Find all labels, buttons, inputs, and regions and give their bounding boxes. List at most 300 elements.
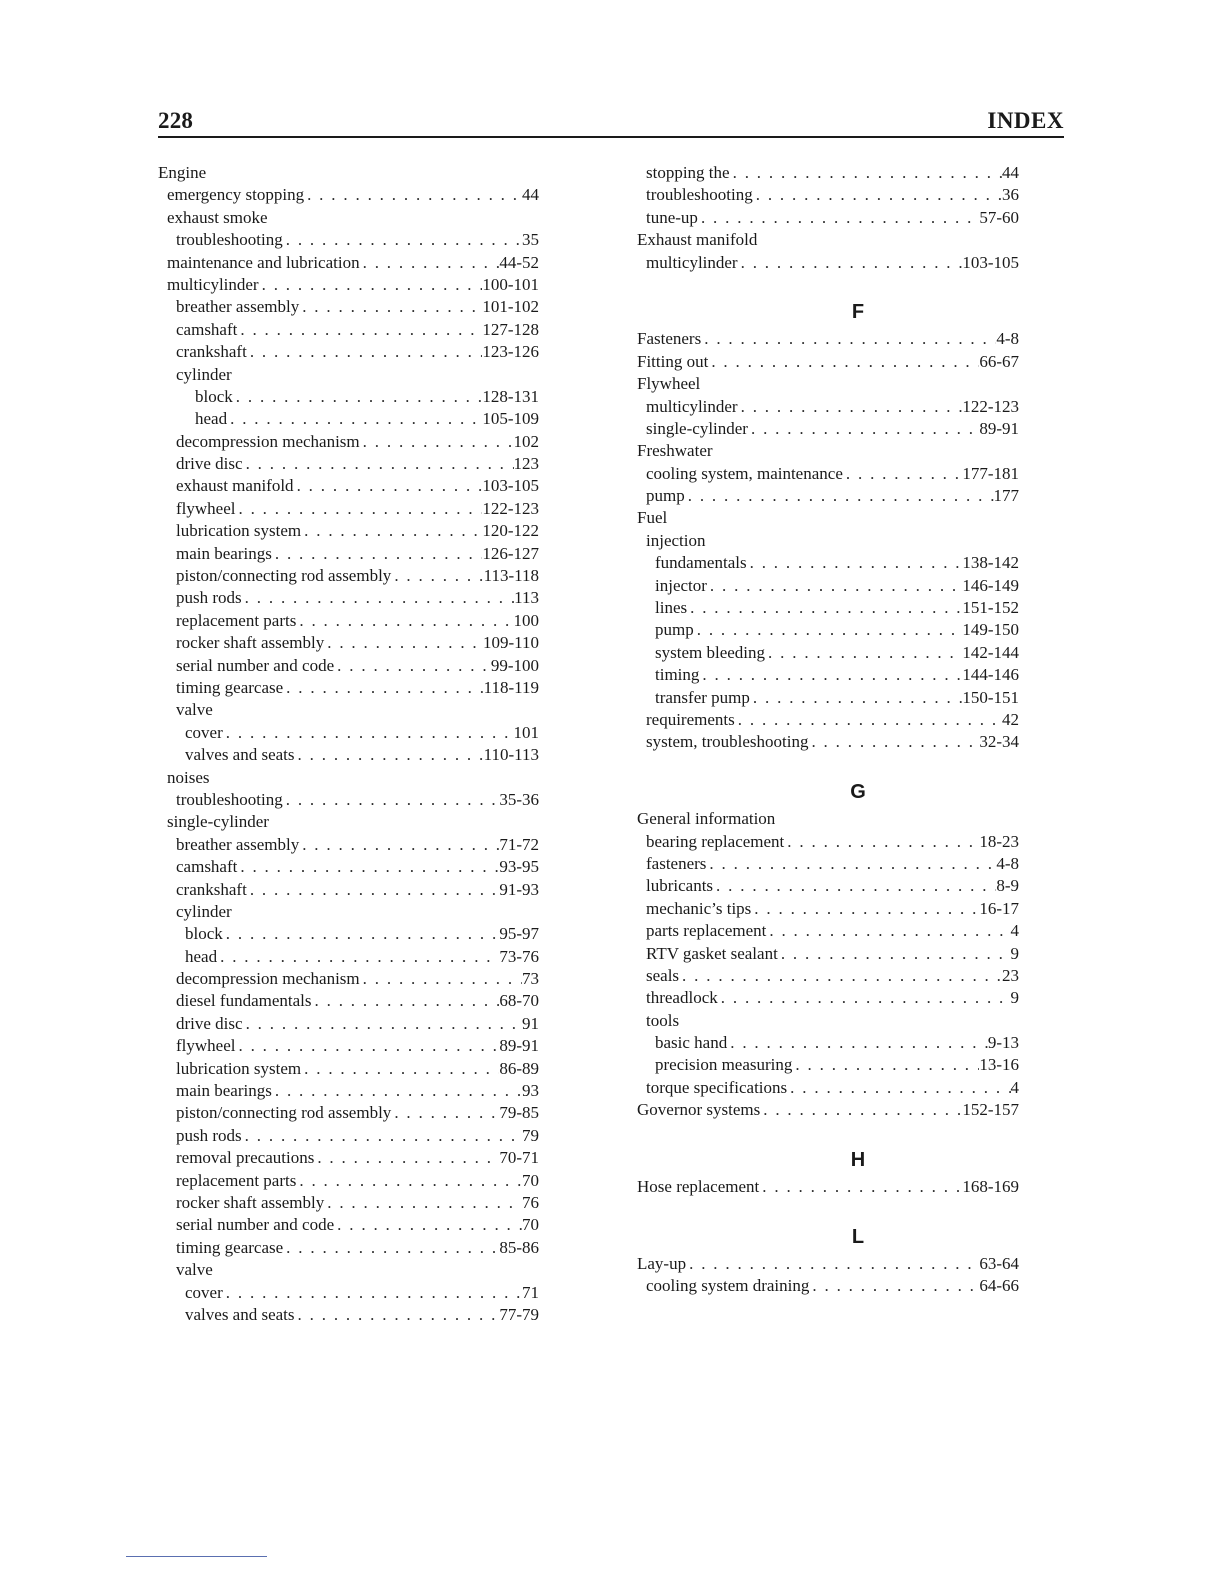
index-term: tools: [646, 1010, 680, 1030]
index-entry: [158, 543, 539, 565]
index-entry: [637, 351, 1019, 373]
dot-leader: [247, 341, 483, 363]
dot-leader: [694, 619, 963, 641]
index-entry: [637, 687, 1019, 709]
dot-leader: [235, 498, 482, 520]
dot-leader: [843, 463, 962, 485]
index-entry: [637, 1010, 1019, 1032]
index-term: precision measuring: [655, 1055, 793, 1075]
dot-leader: [334, 1214, 522, 1236]
dot-leader: [223, 1282, 522, 1304]
index-page-reference: 120-122: [482, 521, 539, 541]
index-term: Freshwater: [637, 441, 713, 461]
index-term: lubricants: [646, 876, 714, 896]
index-term: rocker shaft assembly: [176, 633, 325, 653]
index-term: block: [195, 386, 233, 406]
dot-leader: [391, 1102, 499, 1124]
dot-leader: [730, 162, 1002, 184]
dot-leader: [738, 396, 963, 418]
index-term: valves and seats: [185, 1304, 295, 1324]
index-entry: [158, 319, 539, 341]
index-term: serial number and code: [176, 1215, 335, 1235]
index-term: torque specifications: [646, 1077, 788, 1097]
index-term: system, troubleshooting: [646, 732, 809, 752]
index-term: piston/connecting rod assembly: [176, 566, 392, 586]
index-entry: [637, 1275, 1019, 1297]
index-page-reference: 91: [522, 1013, 539, 1033]
dot-leader: [237, 856, 499, 878]
dot-leader: [243, 453, 514, 475]
index-entry: [158, 610, 539, 632]
index-entry: [158, 1125, 539, 1147]
index-term: valve: [176, 700, 213, 720]
index-page-reference: 122-123: [482, 498, 539, 518]
index-term: decompression mechanism: [176, 969, 360, 989]
index-page-reference: 76: [522, 1192, 539, 1212]
index-page-reference: 85-86: [499, 1237, 539, 1257]
index-term: push rods: [176, 588, 242, 608]
index-page-reference: 4: [1010, 921, 1019, 941]
index-entry: [158, 453, 539, 475]
index-term: cooling system draining: [646, 1276, 810, 1296]
dot-leader: [223, 923, 500, 945]
dot-leader: [324, 1192, 522, 1214]
index-page-reference: 126-127: [482, 543, 539, 563]
index-entry: [637, 943, 1019, 965]
index-entry: [158, 229, 539, 251]
index-term: troubleshooting: [176, 789, 283, 809]
index-page-reference: 100-101: [482, 274, 539, 294]
index-page-reference: 42: [1002, 709, 1019, 729]
index-page-reference: 102: [513, 431, 539, 451]
dot-leader: [748, 418, 979, 440]
index-term: replacement parts: [176, 610, 297, 630]
dot-leader: [751, 898, 979, 920]
index-term: basic hand: [655, 1033, 728, 1053]
section-gap: [637, 274, 1019, 296]
dot-leader: [747, 552, 963, 574]
dot-leader: [784, 831, 979, 853]
index-entry: [158, 834, 539, 856]
dot-leader: [687, 597, 962, 619]
index-entry: [637, 575, 1019, 597]
index-term: push rods: [176, 1125, 242, 1145]
index-page-reference: 9: [1010, 943, 1019, 963]
dot-leader: [296, 1170, 522, 1192]
index-entry: [637, 1032, 1019, 1054]
dot-leader: [701, 328, 996, 350]
dot-leader: [765, 642, 962, 664]
index-term: serial number and code: [176, 655, 335, 675]
index-term: parts replacement: [646, 921, 767, 941]
index-term: timing gearcase: [176, 1237, 284, 1257]
index-entry: [637, 898, 1019, 920]
index-page-reference: 152-157: [962, 1100, 1019, 1120]
index-entry: [158, 990, 539, 1012]
index-page-reference: 118-119: [483, 677, 539, 697]
dot-leader: [759, 1176, 962, 1198]
index-page-reference: 64-66: [979, 1276, 1019, 1296]
index-page-reference: 44-52: [499, 252, 539, 272]
index-term: removal precautions: [176, 1148, 315, 1168]
index-entry: [158, 1013, 539, 1035]
index-page-reference: 16-17: [979, 898, 1019, 918]
index-page-reference: 122-123: [962, 396, 1019, 416]
index-term: cylinder: [176, 901, 232, 921]
index-page-reference: 101-102: [482, 297, 539, 317]
index-entry: [637, 1099, 1019, 1121]
index-term: rocker shaft assembly: [176, 1192, 325, 1212]
index-entry: [637, 463, 1019, 485]
running-head: INDEX: [987, 108, 1064, 133]
index-entry: [158, 1192, 539, 1214]
dot-leader: [713, 875, 996, 897]
index-page-reference: 63-64: [979, 1253, 1019, 1273]
dot-leader: [766, 920, 1010, 942]
index-entry: [637, 207, 1019, 229]
index-term: Hose replacement: [637, 1177, 760, 1197]
dot-leader: [217, 946, 499, 968]
index-entry: [158, 946, 539, 968]
index-page-reference: 109-110: [482, 633, 539, 653]
index-entry: [637, 328, 1019, 350]
index-page-reference: 18-23: [979, 831, 1019, 851]
index-entry: [637, 709, 1019, 731]
index-entry: [637, 184, 1019, 206]
index-page-reference: 66-67: [979, 351, 1019, 371]
index-term: decompression mechanism: [176, 431, 360, 451]
index-page-reference: 13-16: [979, 1055, 1019, 1075]
index-entry: [158, 677, 539, 699]
index-term: bearing replacement: [646, 831, 785, 851]
dot-leader: [809, 1275, 979, 1297]
index-term: single-cylinder: [167, 812, 269, 832]
index-page-reference: 23: [1002, 965, 1019, 985]
index-entry: [637, 597, 1019, 619]
dot-leader: [296, 610, 513, 632]
index-term: General information: [637, 809, 776, 829]
index-column-right: [637, 162, 1019, 1298]
dot-leader: [299, 834, 499, 856]
index-term: emergency stopping: [167, 185, 305, 205]
index-term: camshaft: [176, 319, 238, 339]
dot-leader: [334, 655, 491, 677]
index-entry: [637, 229, 1019, 251]
index-entry: [158, 1102, 539, 1124]
index-term: crankshaft: [176, 879, 247, 899]
index-entry: [158, 1080, 539, 1102]
index-page-reference: 73: [522, 969, 539, 989]
dot-leader: [283, 1237, 499, 1259]
dot-leader: [295, 744, 484, 766]
index-term: single-cylinder: [646, 418, 748, 438]
dot-leader: [708, 351, 979, 373]
index-page-reference: 146-149: [962, 575, 1019, 595]
dot-leader: [718, 987, 1011, 1009]
index-entry: [637, 162, 1019, 184]
index-entry: [158, 1259, 539, 1281]
index-entry: [158, 722, 539, 744]
index-entry: [158, 1214, 539, 1236]
dot-leader: [391, 565, 483, 587]
index-entry: [637, 1253, 1019, 1275]
index-term: cover: [185, 722, 223, 742]
index-entry: [637, 1176, 1019, 1198]
dot-leader: [294, 475, 483, 497]
index-term: maintenance and lubrication: [167, 252, 360, 272]
index-page-reference: 103-105: [482, 476, 539, 496]
index-term: replacement parts: [176, 1170, 297, 1190]
index-entry: [158, 184, 539, 206]
dot-leader: [242, 587, 514, 609]
index-entry: [158, 789, 539, 811]
dot-leader: [735, 709, 1002, 731]
dot-leader: [360, 252, 500, 274]
index-term: piston/connecting rod assembly: [176, 1103, 392, 1123]
index-term: multicylinder: [167, 274, 259, 294]
index-page-reference: 70-71: [499, 1148, 539, 1168]
index-page-reference: 151-152: [962, 598, 1019, 618]
index-term: valves and seats: [185, 745, 295, 765]
index-term: timing gearcase: [176, 677, 284, 697]
index-page-reference: 144-146: [962, 665, 1019, 685]
index-entry: [637, 920, 1019, 942]
dot-leader: [299, 296, 482, 318]
section-gap: [637, 754, 1019, 776]
index-entry: [158, 1304, 539, 1326]
index-term: head: [195, 409, 228, 429]
index-entry: [637, 252, 1019, 274]
index-term: Exhaust manifold: [637, 230, 758, 250]
index-page-reference: 127-128: [482, 319, 539, 339]
index-page-reference: 77-79: [499, 1304, 539, 1324]
index-term: lines: [655, 598, 688, 618]
dot-leader: [760, 1099, 962, 1121]
index-entry: [637, 853, 1019, 875]
index-page-reference: 9: [1010, 988, 1019, 1008]
index-page-reference: 110-113: [483, 745, 539, 765]
page-number: 228: [158, 108, 194, 133]
index-entry: [158, 252, 539, 274]
index-page-reference: 79-85: [499, 1103, 539, 1123]
index-entry: [158, 1147, 539, 1169]
dot-leader: [223, 722, 514, 744]
index-term: Engine: [158, 163, 207, 182]
index-term: noises: [167, 767, 210, 787]
index-entry: [637, 552, 1019, 574]
index-entry: [158, 207, 539, 229]
index-term: lubrication system: [176, 1058, 302, 1078]
dot-leader: [283, 229, 522, 251]
dot-leader: [753, 184, 1002, 206]
index-entry: [158, 744, 539, 766]
dot-leader: [272, 1080, 522, 1102]
index-term: cylinder: [176, 364, 232, 384]
dot-leader: [295, 1304, 500, 1326]
index-entry: [637, 831, 1019, 853]
index-page-reference: 89-91: [499, 1036, 539, 1056]
index-entry: [637, 530, 1019, 552]
index-page-reference: 70: [522, 1170, 539, 1190]
index-page-reference: 93: [522, 1081, 539, 1101]
index-term: diesel fundamentals: [176, 991, 312, 1011]
index-term: system bleeding: [655, 642, 766, 662]
dot-leader: [706, 853, 996, 875]
index-term: threadlock: [646, 988, 718, 1008]
index-page-reference: 105-109: [482, 409, 539, 429]
index-entry: [158, 475, 539, 497]
index-term: pump: [655, 620, 694, 640]
index-page-reference: 4-8: [996, 329, 1019, 349]
index-entry: [637, 642, 1019, 664]
dot-leader: [237, 319, 482, 341]
index-page-reference: 128-131: [482, 386, 539, 406]
index-entry: [158, 923, 539, 945]
index-page-reference: 177: [993, 486, 1019, 506]
dot-leader: [808, 731, 979, 753]
index-term: drive disc: [176, 454, 243, 474]
dot-leader: [707, 575, 962, 597]
index-term: Governor systems: [637, 1100, 761, 1120]
index-entry: [158, 565, 539, 587]
index-entry: [158, 587, 539, 609]
index-term: valve: [176, 1260, 213, 1280]
index-entry: [637, 396, 1019, 418]
section-gap: [637, 1122, 1019, 1144]
index-page-reference: 44: [1002, 163, 1019, 182]
index-entry: [637, 440, 1019, 462]
index-term: Lay-up: [637, 1253, 687, 1273]
dot-leader: [259, 274, 483, 296]
index-term: breather assembly: [176, 834, 300, 854]
index-entry: [158, 968, 539, 990]
index-page-reference: 44: [522, 185, 539, 205]
index-entry: [637, 619, 1019, 641]
dot-leader: [686, 1253, 979, 1275]
index-term: Fasteners: [637, 329, 702, 349]
index-term: troubleshooting: [646, 185, 753, 205]
dot-leader: [243, 1013, 522, 1035]
dot-leader: [778, 943, 1011, 965]
index-entry: [158, 520, 539, 542]
index-entry: [158, 699, 539, 721]
dot-leader: [283, 789, 500, 811]
dot-leader: [242, 1125, 522, 1147]
index-page-reference: 32-34: [979, 732, 1019, 752]
index-entry: [158, 767, 539, 789]
index-entry: [158, 364, 539, 386]
index-term: stopping the: [646, 163, 730, 182]
dot-leader: [787, 1077, 1010, 1099]
index-page-reference: 103-105: [962, 252, 1019, 272]
index-entry: [158, 811, 539, 833]
index-page-reference: 8-9: [996, 876, 1019, 896]
index-column-left: [158, 162, 539, 1326]
index-page-reference: 150-151: [962, 687, 1019, 707]
index-page-reference: 71-72: [499, 834, 539, 854]
index-term: tune-up: [646, 207, 698, 227]
index-entry: [158, 1035, 539, 1057]
index-entry: [158, 901, 539, 923]
dot-leader: [679, 965, 1002, 987]
section-letter-heading: H: [850, 1149, 866, 1172]
index-page-reference: 73-76: [499, 946, 539, 966]
index-page-reference: 100: [513, 610, 539, 630]
dot-leader: [314, 1147, 499, 1169]
index-page-reference: 35: [522, 230, 539, 250]
page-header: [158, 106, 1064, 138]
dot-leader: [738, 252, 963, 274]
index-entry: [637, 485, 1019, 507]
index-term: lubrication system: [176, 521, 302, 541]
index-entry: [158, 498, 539, 520]
index-page-reference: 89-91: [979, 418, 1019, 438]
index-page-reference: 79: [522, 1125, 539, 1145]
index-page-reference: 149-150: [962, 620, 1019, 640]
index-term: injector: [655, 575, 707, 595]
index-term: flywheel: [176, 498, 236, 518]
index-term: main bearings: [176, 543, 272, 563]
index-term: mechanic’s tips: [646, 898, 752, 918]
dot-leader: [233, 386, 483, 408]
index-term: fasteners: [646, 853, 707, 873]
index-page-reference: 123-126: [482, 342, 539, 362]
index-term: block: [185, 924, 223, 944]
index-page-reference: 70: [522, 1215, 539, 1235]
index-term: troubleshooting: [176, 230, 283, 250]
index-page-reference: 91-93: [499, 879, 539, 899]
index-entry: [637, 373, 1019, 395]
index-term: exhaust smoke: [167, 207, 268, 227]
index-term: breather assembly: [176, 297, 300, 317]
dot-leader: [360, 431, 514, 453]
index-entry: [637, 965, 1019, 987]
index-term: head: [185, 946, 218, 966]
index-term: flywheel: [176, 1036, 236, 1056]
index-page-reference: 123: [513, 454, 539, 474]
index-page-reference: 113-118: [483, 566, 539, 586]
section-letter-heading: L: [851, 1225, 865, 1248]
index-page-reference: 99-100: [490, 655, 539, 675]
index-entry: [637, 731, 1019, 753]
index-entry: [158, 386, 539, 408]
dot-leader: [301, 1058, 499, 1080]
index-entry: [637, 875, 1019, 897]
index-page-reference: 113: [514, 588, 539, 608]
index-page-reference: 9-13: [987, 1033, 1019, 1053]
dot-leader: [304, 184, 522, 206]
footer-rule: [126, 1556, 267, 1557]
dot-leader: [283, 677, 483, 699]
index-entry: [637, 1077, 1019, 1099]
index-term: cooling system, maintenance: [646, 463, 843, 483]
index-entry: [158, 856, 539, 878]
index-entry: [158, 1058, 539, 1080]
index-entry: [158, 1282, 539, 1304]
index-term: multicylinder: [646, 396, 738, 416]
index-entry: [637, 507, 1019, 529]
index-page-reference: 4-8: [996, 853, 1019, 873]
dot-leader: [360, 968, 522, 990]
section-letter-heading: F: [851, 301, 865, 324]
index-entry: [637, 1054, 1019, 1076]
section-letter-heading: G: [850, 781, 866, 804]
index-entry: [158, 162, 539, 184]
dot-leader: [699, 664, 962, 686]
dot-leader: [792, 1054, 979, 1076]
index-entry: [158, 655, 539, 677]
dot-leader: [301, 520, 482, 542]
